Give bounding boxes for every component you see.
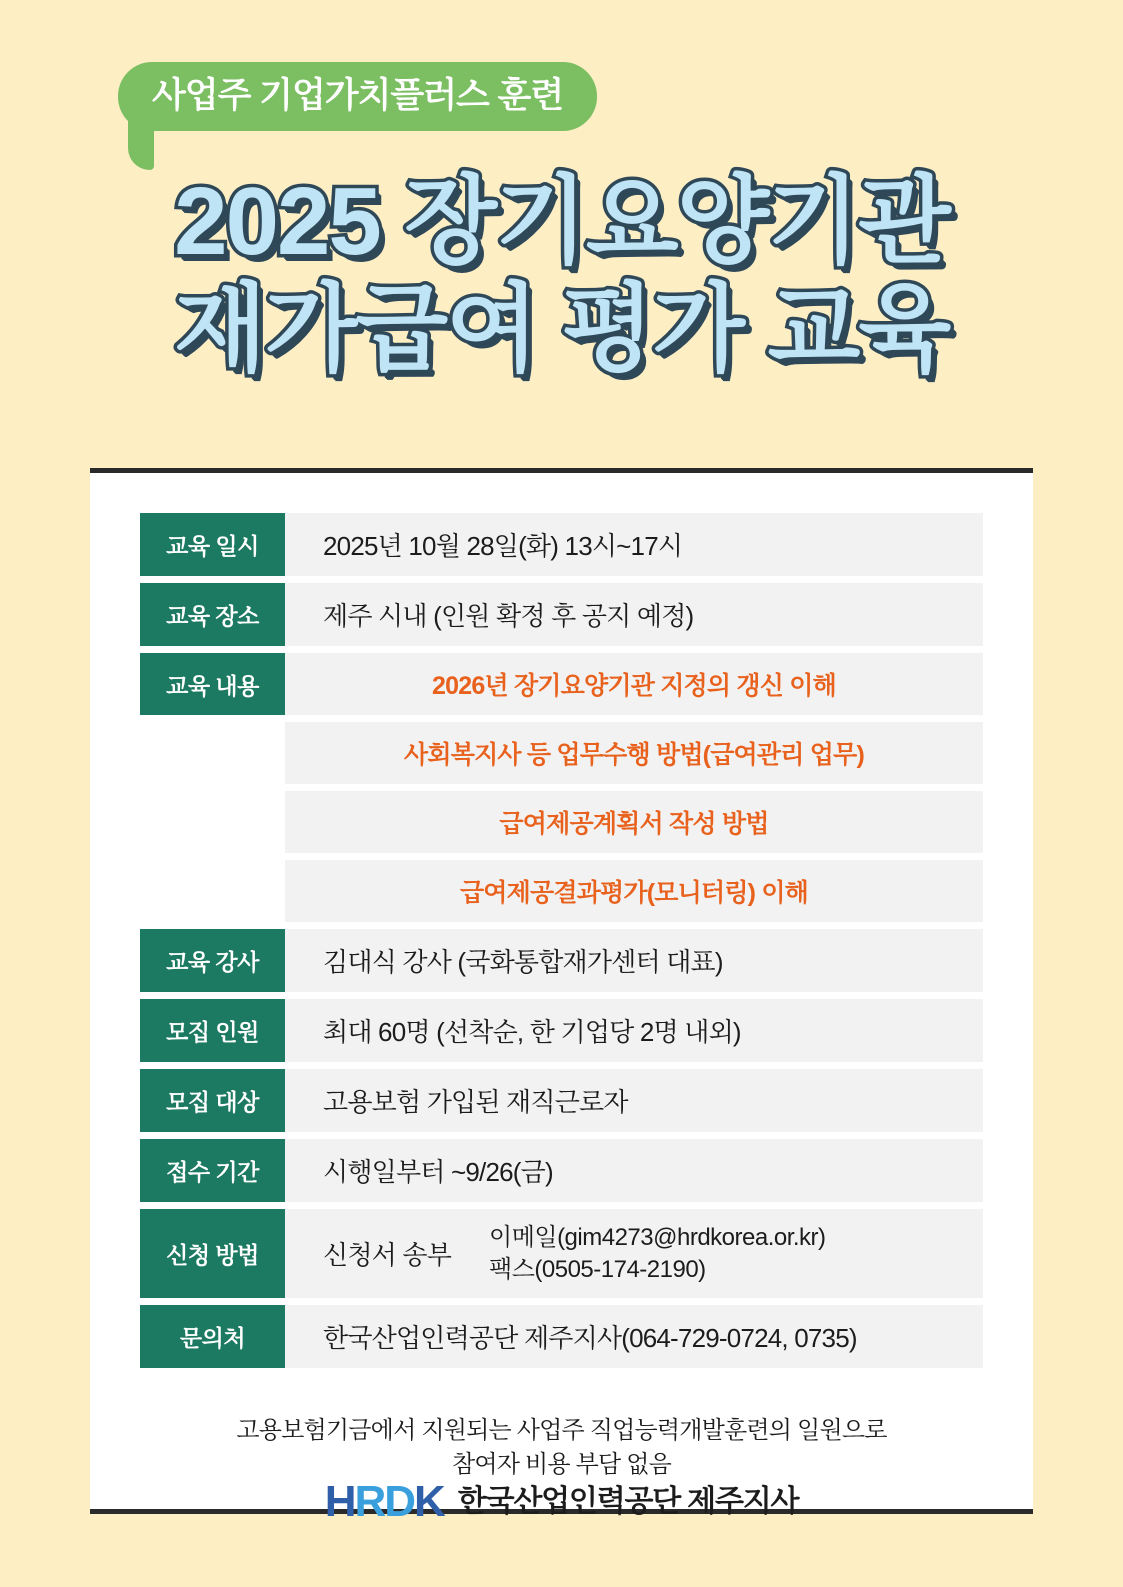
logo-mark-b: RD [354,1477,415,1526]
row-label: 교육 일시 [140,513,285,576]
apply-method-text: 신청서 송부 [323,1240,452,1271]
table-row [140,1139,983,1202]
row-label: 교육 강사 [140,929,285,992]
row-value: 급여제공결과평가(모니터링) 이해 [285,860,983,922]
row-label: 신청 방법 [140,1209,285,1298]
row-value: 사회복지사 등 업무수행 방법(급여관리 업무) [285,722,983,784]
logo-mark-c: K [414,1477,444,1526]
apply-fax: 팩스(0505-174-2190) [489,1255,706,1283]
hrdk-logo-icon [324,1477,444,1526]
row-value: 고용보험 가입된 재직근로자 [285,1069,983,1132]
footer-logo [0,1477,1123,1526]
row-label: 교육 장소 [140,583,285,646]
badge-label: 사업주 기업가치플러스 훈련 [118,62,597,131]
apply-email: 이메일(gim4273@hrdkorea.or.kr) [489,1224,826,1251]
footnote [140,1414,983,1482]
row-label: 접수 기간 [140,1139,285,1202]
page-title [0,168,1123,383]
table-row [140,653,983,715]
table-row [140,929,983,992]
table-row [140,999,983,1062]
row-label: 문의처 [140,1305,285,1368]
title-line-1: 2025 장기요양기관 [174,168,949,275]
row-value: 최대 60명 (선착순, 한 기업당 2명 내외) [285,999,983,1062]
row-value: 2026년 장기요양기관 지정의 갱신 이해 [285,653,983,715]
table-row [140,722,983,784]
row-value: 제주 시내 (인원 확정 후 공지 예정) [285,583,983,646]
footnote-line-1: 고용보험기금에서 지원되는 사업주 직업능력개발훈련의 일원으로 [236,1417,887,1445]
table-row [140,1069,983,1132]
row-label-spacer [140,722,285,784]
row-label: 모집 인원 [140,999,285,1062]
logo-mark-a: H [324,1477,355,1526]
row-label: 모집 대상 [140,1069,285,1132]
table-row [140,1305,983,1368]
table-row [140,860,983,922]
row-label-spacer [140,860,285,922]
row-value: 시행일부터 ~9/26(금) [285,1139,983,1202]
row-value [285,1209,983,1298]
title-line-2: 재가급여 평가 교육 [173,275,950,383]
row-value: 2025년 10월 28일(화) 13시~17시 [285,513,983,576]
organization-name: 한국산업인력공단 제주지사 [457,1485,799,1518]
table-row [140,583,983,646]
info-table [140,513,983,1368]
row-value: 한국산업인력공단 제주지사(064-729-0724, 0735) [285,1305,983,1368]
row-value: 급여제공계획서 작성 방법 [285,791,983,853]
row-value: 김대식 강사 (국화통합재가센터 대표) [285,929,983,992]
row-label-spacer [140,791,285,853]
table-row [140,791,983,853]
footnote-line-2: 참여자 비용 부담 없음 [451,1451,672,1479]
badge-ribbon [118,62,597,131]
info-panel [90,468,1033,1514]
row-label: 교육 내용 [140,653,285,715]
table-row [140,513,983,576]
table-row [140,1209,983,1298]
apply-contact-block [489,1222,826,1285]
